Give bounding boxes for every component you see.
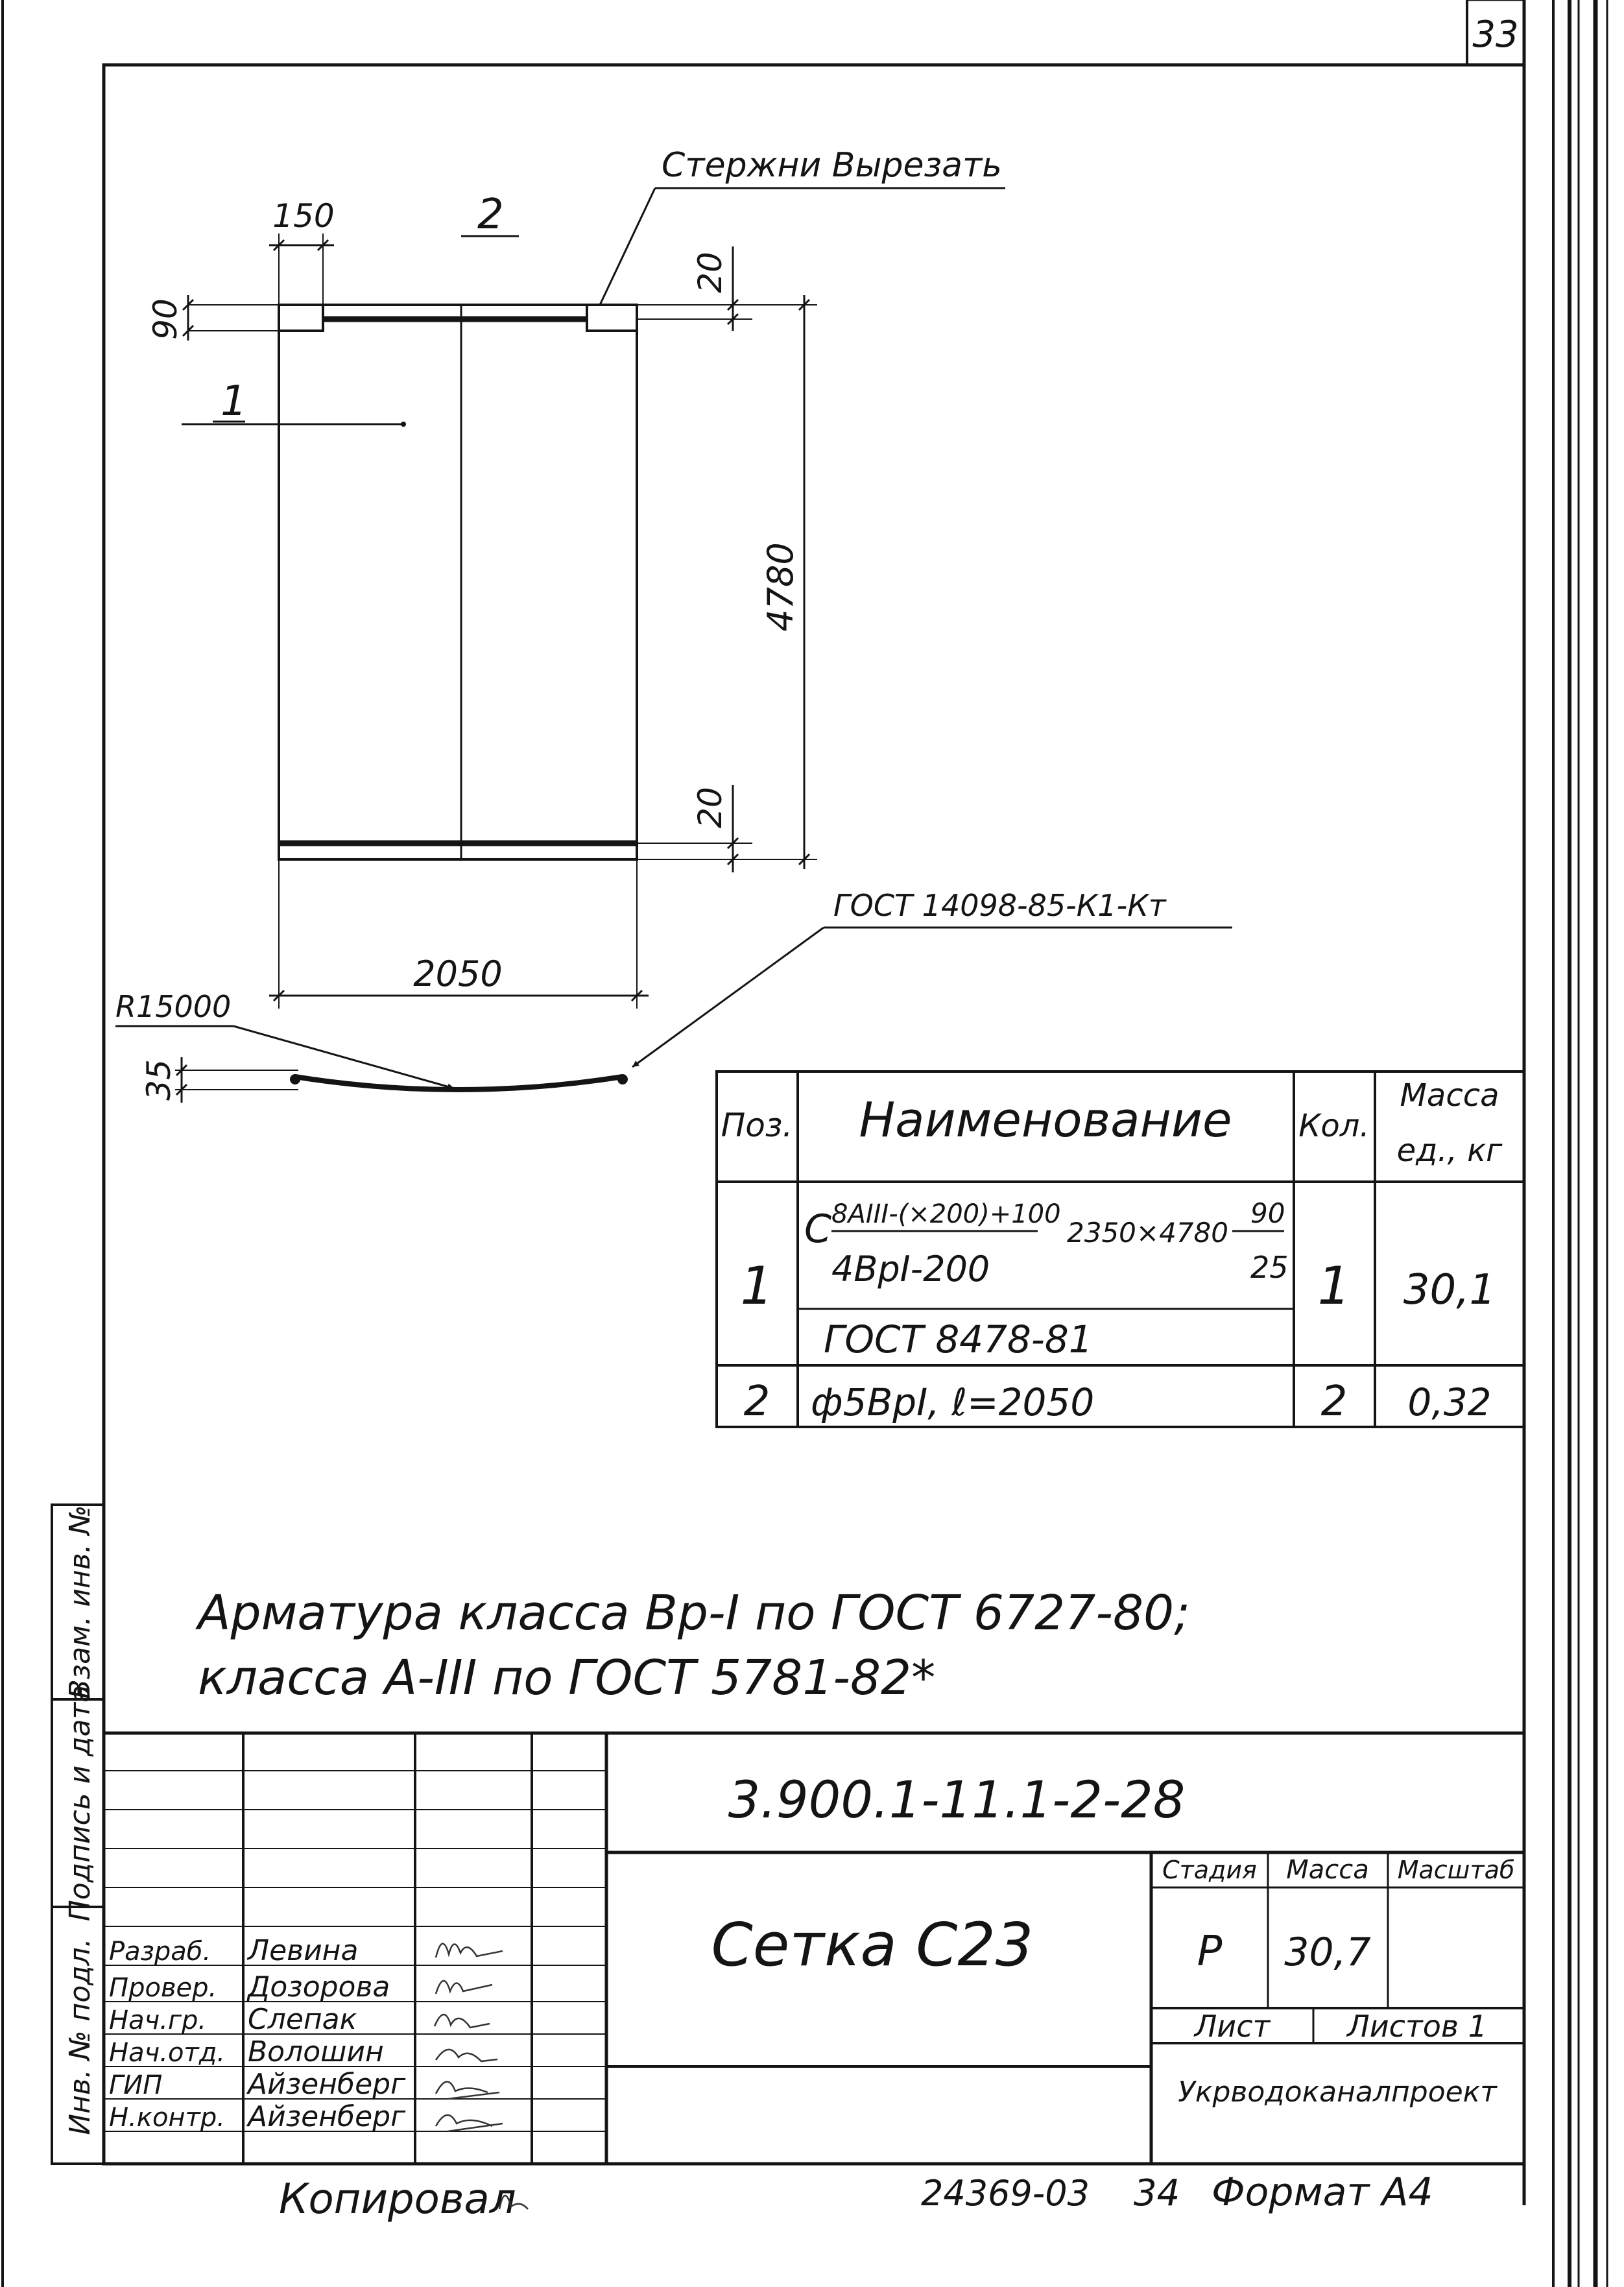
designation: 3.900.1-11.1-2-28 (728, 1771, 1186, 1830)
row1-name-size: 2350×4780 (1067, 1217, 1228, 1249)
cut-bars-note: Стержни Вырезать (662, 146, 1002, 185)
sheets-count: Листов 1 (1347, 2009, 1487, 2044)
row1-qty: 1 (1317, 1256, 1351, 1316)
row1-sub-numerator: 90 (1250, 1197, 1285, 1229)
name-checker: Дозорова (248, 1970, 390, 2004)
footer (279, 2170, 1433, 2223)
header-mass-unit: ед., кг (1396, 1132, 1503, 1169)
row1-mass: 30,1 (1403, 1266, 1496, 1314)
sheet-number-box (1467, 0, 1524, 65)
side-strip (52, 1505, 104, 2164)
row2-qty: 2 (1320, 1378, 1348, 1426)
role-dept-head: Нач.отд. (109, 2038, 226, 2068)
dim-150: 150 (272, 197, 335, 235)
row1-standard: ГОСТ 8478-81 (824, 1317, 1093, 1361)
name-norm-control: Айзенберг (248, 2100, 406, 2133)
pos-1-label: 1 (221, 377, 247, 425)
dim-90: 90 (147, 298, 184, 340)
spec-table (717, 1072, 1524, 1427)
role-developer: Разраб. (109, 1937, 211, 1967)
row1-name-denominator: 4ВрI-200 (831, 1249, 990, 1289)
mesh-plan (182, 146, 1005, 859)
side-label-sign-date: Подпись и дата (64, 1684, 97, 1922)
row1-pos: 1 (740, 1256, 774, 1316)
mass-value: 30,7 (1284, 1930, 1371, 1975)
organization: Укрводоканалпроект (1178, 2076, 1497, 2109)
side-label-inv-orig: Инв. № подл. (64, 1938, 97, 2135)
note-line-2: класса А-III по ГОСТ 5781-82* (198, 1650, 936, 1706)
sheet-label: Лист (1194, 2009, 1271, 2044)
stage-value: Р (1197, 1928, 1223, 1976)
row2-name: ф5ВрI, ℓ=2050 (811, 1380, 1095, 1424)
sheet-number: 33 (1472, 14, 1519, 56)
header-name: Наименование (859, 1092, 1232, 1148)
notes (195, 1585, 1190, 1706)
row2-pos: 2 (743, 1378, 770, 1426)
dim-35: 35 (140, 1059, 178, 1101)
name-developer: Левина (248, 1934, 359, 1967)
row1-sub-denominator: 25 (1250, 1250, 1289, 1285)
scale-label: Масштаб (1397, 1856, 1515, 1884)
page-number: 34 (1134, 2172, 1180, 2214)
role-checker: Провер. (109, 1973, 217, 2003)
weld-standard-note: ГОСТ 14098-85-К1-Кт (833, 888, 1166, 923)
note-line-1: Арматура класса Вр-I по ГОСТ 6727-80; (198, 1585, 1191, 1641)
dim-20-top: 20 (691, 252, 729, 293)
dim-4780: 4780 (760, 542, 801, 632)
name-group-head: Слепак (248, 2003, 357, 2036)
drawing-title: Сетка С23 (711, 1910, 1034, 1980)
role-norm-control: Н.контр. (109, 2103, 225, 2133)
name-dept-head: Волошин (248, 2035, 384, 2068)
stage-label: Стадия (1162, 1856, 1257, 1884)
header-mass: Масса (1400, 1077, 1499, 1114)
role-group-head: Нач.гр. (109, 2006, 207, 2035)
signatures (435, 1944, 503, 2131)
side-label-replace-inv: Взам. инв. № (64, 1505, 97, 1699)
dim-2050: 2050 (413, 953, 503, 994)
dim-20-bottom: 20 (691, 787, 729, 828)
format-label: Формат А4 (1212, 2170, 1433, 2215)
mass-label: Масса (1286, 1855, 1369, 1885)
title-block (104, 1733, 1524, 2164)
row2-mass: 0,32 (1407, 1380, 1492, 1424)
order-number: 24369-03 (921, 2173, 1090, 2214)
row1-name-numerator: 8АIII-(×200)+100 (831, 1199, 1061, 1229)
pos-2-label: 2 (477, 191, 504, 239)
name-chief-engineer: Айзенберг (248, 2068, 406, 2101)
row1-name-letter: С (804, 1206, 831, 1252)
radius-label: R15000 (115, 989, 232, 1024)
role-chief-engineer: ГИП (109, 2070, 163, 2100)
copied-by-label: Копировал (279, 2175, 516, 2223)
header-qty: Кол. (1298, 1108, 1370, 1144)
header-pos: Поз. (721, 1107, 793, 1144)
